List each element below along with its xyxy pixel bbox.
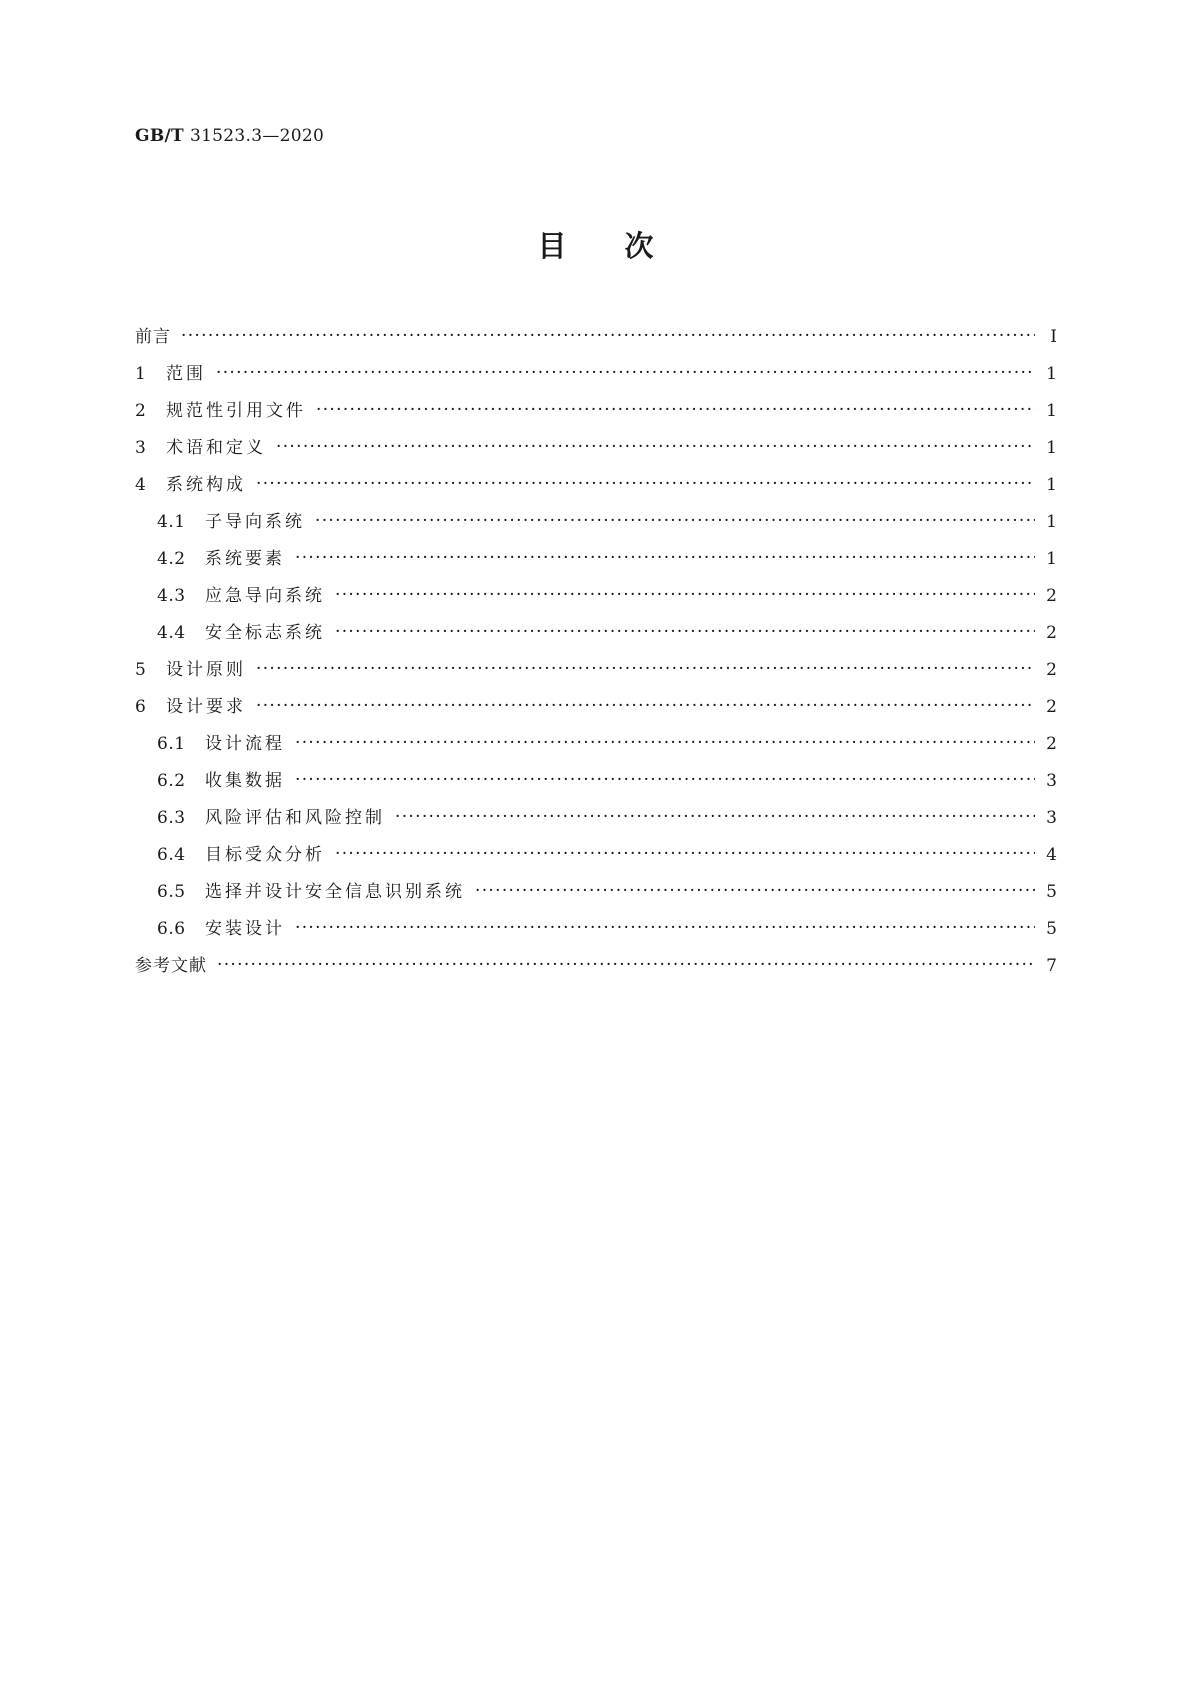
toc-dot-leader: [276, 437, 1035, 454]
toc-dot-leader: [256, 474, 1035, 491]
toc-dot-leader: [295, 918, 1035, 935]
toc-dot-leader: [256, 696, 1035, 713]
toc-entry-number: 4.1: [157, 512, 186, 532]
toc-entry[interactable]: [135, 877, 1057, 914]
toc-entry[interactable]: [135, 655, 1057, 692]
toc-entry-page-number: 4: [1046, 845, 1057, 865]
toc-entry[interactable]: [135, 840, 1057, 877]
toc-entry[interactable]: [135, 618, 1057, 655]
toc-entry-page-number: 5: [1046, 919, 1057, 939]
standard-code-prefix: GB/T: [135, 126, 184, 146]
toc-entry-page-number: 1: [1046, 401, 1057, 421]
toc-entry[interactable]: [135, 766, 1057, 803]
toc-entry-page-number: 1: [1046, 475, 1057, 495]
toc-entry-label: 风险评估和风险控制: [205, 808, 385, 828]
toc-entry-page-number: 2: [1046, 697, 1057, 717]
toc-entry-page-number: 2: [1046, 623, 1057, 643]
page-title: 目次: [537, 229, 712, 263]
toc-entry-label: 选择并设计安全信息识别系统: [205, 882, 465, 902]
toc-dot-leader: [216, 363, 1035, 380]
toc-entry[interactable]: [135, 951, 1057, 988]
toc-entry-page-number: 2: [1046, 734, 1057, 754]
toc-entry-number: 6.4: [157, 845, 186, 865]
toc-entry-label: 范围: [166, 364, 206, 384]
toc-entry-label: 参考文献: [135, 956, 207, 976]
toc-entry-label: 设计流程: [205, 734, 285, 754]
toc-entry[interactable]: [135, 729, 1057, 766]
toc-entry[interactable]: [135, 433, 1057, 470]
toc-dot-leader: [475, 881, 1035, 898]
toc-entry-label: 规范性引用文件: [166, 401, 306, 421]
toc-entry[interactable]: [135, 359, 1057, 396]
toc-dot-leader: [295, 548, 1035, 565]
toc-entry-page-number: 1: [1046, 438, 1057, 458]
toc-entry-page-number: 2: [1046, 586, 1057, 606]
standard-code-header: [135, 126, 324, 146]
toc-dot-leader: [295, 770, 1035, 787]
toc-entry-number: 5: [135, 660, 147, 680]
toc-entry-number: 6.3: [157, 808, 186, 828]
toc-entry[interactable]: [135, 322, 1057, 359]
toc-entry-number: 6.5: [157, 882, 186, 902]
toc-entry[interactable]: [135, 544, 1057, 581]
toc-entry[interactable]: [135, 581, 1057, 618]
toc-entry-label: 收集数据: [205, 771, 285, 791]
toc-entry-page-number: 3: [1046, 808, 1057, 828]
toc-entry-label: 术语和定义: [166, 438, 266, 458]
toc-entry-page-number: 1: [1046, 512, 1057, 532]
toc-entry-number: 6.2: [157, 771, 186, 791]
toc-entry-label: 系统构成: [166, 475, 246, 495]
standard-code-number: 31523.3—2020: [189, 126, 325, 146]
toc-dot-leader: [335, 585, 1035, 602]
toc-entry-number: 6.1: [157, 734, 186, 754]
toc-entry-number: 3: [135, 438, 147, 458]
toc-entry-label: 安装设计: [205, 919, 285, 939]
toc-entry-label: 设计要求: [166, 697, 246, 717]
toc-entry-label: 前言: [135, 327, 171, 347]
toc-dot-leader: [256, 659, 1035, 676]
toc-dot-leader: [315, 511, 1035, 528]
toc-entry-label: 应急导向系统: [205, 586, 325, 606]
toc-entry-page-number: 7: [1046, 956, 1057, 976]
toc-entry-page-number: 5: [1046, 882, 1057, 902]
toc-entry-page-number: 2: [1046, 660, 1057, 680]
toc-entry[interactable]: [135, 914, 1057, 951]
toc-entry[interactable]: [135, 396, 1057, 433]
toc-entry[interactable]: [135, 507, 1057, 544]
toc-entry-number: 6.6: [157, 919, 186, 939]
toc-dot-leader: [335, 844, 1035, 861]
table-of-contents: [135, 322, 1057, 988]
toc-entry-page-number: 1: [1046, 549, 1057, 569]
toc-entry-number: 2: [135, 401, 147, 421]
toc-dot-leader: [295, 733, 1035, 750]
toc-entry-number: 4.4: [157, 623, 186, 643]
toc-entry-label: 安全标志系统: [205, 623, 325, 643]
toc-entry-label: 目标受众分析: [205, 845, 325, 865]
toc-entry-page-number: 1: [1046, 364, 1057, 384]
toc-entry-page-number: Ⅰ: [1050, 327, 1057, 347]
toc-dot-leader: [181, 326, 1035, 343]
toc-entry[interactable]: [135, 803, 1057, 840]
toc-entry-label: 系统要素: [205, 549, 285, 569]
toc-dot-leader: [217, 955, 1035, 972]
toc-entry-number: 4.2: [157, 549, 186, 569]
toc-entry[interactable]: [135, 470, 1057, 507]
toc-entry-number: 1: [135, 364, 147, 384]
toc-entry[interactable]: [135, 692, 1057, 729]
toc-entry-label: 子导向系统: [205, 512, 305, 532]
toc-entry-number: 6: [135, 697, 147, 717]
toc-entry-number: 4: [135, 475, 147, 495]
toc-entry-page-number: 3: [1046, 771, 1057, 791]
toc-dot-leader: [335, 622, 1035, 639]
toc-entry-label: 设计原则: [166, 660, 246, 680]
toc-entry-number: 4.3: [157, 586, 186, 606]
toc-dot-leader: [316, 400, 1035, 417]
toc-dot-leader: [395, 807, 1035, 824]
